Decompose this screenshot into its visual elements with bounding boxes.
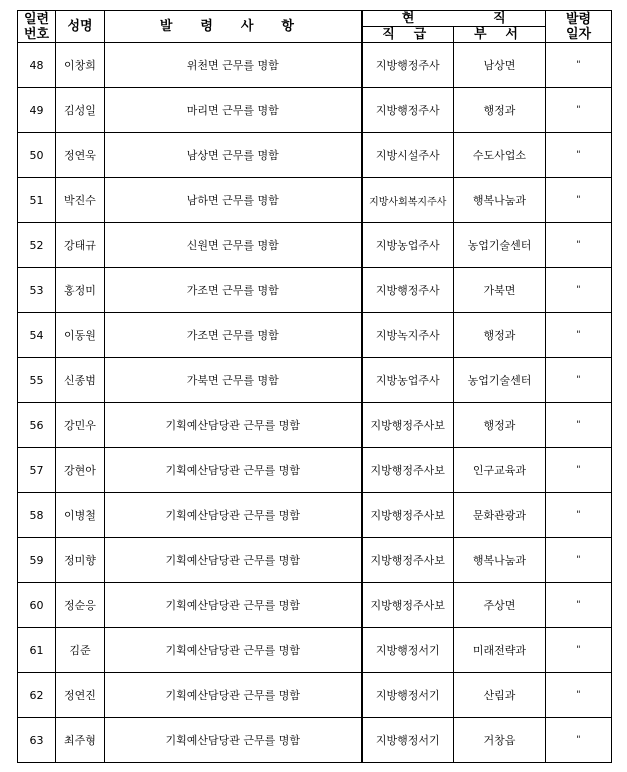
- row-date: ": [546, 358, 612, 403]
- row-date: ": [546, 493, 612, 538]
- table-row: [18, 583, 612, 628]
- row-order: 기획예산담당관 근무를 명함: [105, 538, 362, 583]
- table-row: [18, 493, 612, 538]
- header-rank: 직 급: [362, 27, 454, 43]
- row-date: ": [546, 43, 612, 88]
- table-header: [18, 11, 612, 43]
- row-name: 강태규: [56, 223, 105, 268]
- row-order: 가북면 근무를 명함: [105, 358, 362, 403]
- row-no: 48: [18, 43, 56, 88]
- row-rank: 지방녹지주사: [362, 313, 454, 358]
- table-row: [18, 43, 612, 88]
- row-date: ": [546, 538, 612, 583]
- table-row: [18, 403, 612, 448]
- row-no: 49: [18, 88, 56, 133]
- row-name: 정연진: [56, 673, 105, 718]
- row-no: 50: [18, 133, 56, 178]
- row-rank: 지방행정서기: [362, 718, 454, 763]
- row-rank: 지방행정주사: [362, 268, 454, 313]
- row-rank: 지방시설주사: [362, 133, 454, 178]
- header-dept: 부 서: [454, 27, 546, 43]
- row-name: 강민우: [56, 403, 105, 448]
- row-name: 정연욱: [56, 133, 105, 178]
- row-no: 63: [18, 718, 56, 763]
- row-no: 58: [18, 493, 56, 538]
- row-name: 강현아: [56, 448, 105, 493]
- row-order: 기획예산담당관 근무를 명함: [105, 493, 362, 538]
- row-name: 정순응: [56, 583, 105, 628]
- table-row: [18, 673, 612, 718]
- row-no: 62: [18, 673, 56, 718]
- header-current-left: 현: [401, 11, 415, 26]
- personnel-table: [17, 10, 612, 763]
- row-name: 이창희: [56, 43, 105, 88]
- table-row: [18, 313, 612, 358]
- row-date: ": [546, 88, 612, 133]
- row-dept: 산림과: [454, 673, 546, 718]
- row-no: 57: [18, 448, 56, 493]
- row-rank: 지방행정서기: [362, 628, 454, 673]
- row-name: 김준: [56, 628, 105, 673]
- row-date: ": [546, 718, 612, 763]
- row-date: ": [546, 628, 612, 673]
- row-rank: 지방농업주사: [362, 358, 454, 403]
- row-no: 51: [18, 178, 56, 223]
- row-name: 최주형: [56, 718, 105, 763]
- header-order: 발 령 사 항: [105, 11, 362, 43]
- row-no: 52: [18, 223, 56, 268]
- header-name: 성명: [56, 11, 105, 43]
- row-dept: 가북면: [454, 268, 546, 313]
- row-dept: 인구교육과: [454, 448, 546, 493]
- table-row: [18, 628, 612, 673]
- row-dept: 거창읍: [454, 718, 546, 763]
- row-order: 남하면 근무를 명함: [105, 178, 362, 223]
- row-no: 53: [18, 268, 56, 313]
- row-order: 남상면 근무를 명함: [105, 133, 362, 178]
- row-no: 54: [18, 313, 56, 358]
- row-no: 61: [18, 628, 56, 673]
- row-date: ": [546, 133, 612, 178]
- row-date: ": [546, 268, 612, 313]
- row-no: 55: [18, 358, 56, 403]
- row-dept: 주상면: [454, 583, 546, 628]
- row-date: ": [546, 583, 612, 628]
- row-date: ": [546, 178, 612, 223]
- row-dept: 농업기술센터: [454, 358, 546, 403]
- row-order: 기획예산담당관 근무를 명함: [105, 718, 362, 763]
- row-dept: 행정과: [454, 88, 546, 133]
- row-order: 기획예산담당관 근무를 명함: [105, 673, 362, 718]
- row-rank: 지방행정주사보: [362, 403, 454, 448]
- row-date: ": [546, 448, 612, 493]
- row-name: 이병철: [56, 493, 105, 538]
- row-name: 이동원: [56, 313, 105, 358]
- row-no: 60: [18, 583, 56, 628]
- row-dept: 농업기술센터: [454, 223, 546, 268]
- table-row: [18, 358, 612, 403]
- row-order: 마리면 근무를 명함: [105, 88, 362, 133]
- row-rank: 지방행정주사보: [362, 448, 454, 493]
- table-row: [18, 268, 612, 313]
- row-order: 가조면 근무를 명함: [105, 313, 362, 358]
- row-order: 기획예산담당관 근무를 명함: [105, 628, 362, 673]
- row-name: 홍정미: [56, 268, 105, 313]
- row-name: 신종범: [56, 358, 105, 403]
- header-serial: 일련 번호: [18, 11, 56, 43]
- row-rank: 지방농업주사: [362, 223, 454, 268]
- row-order: 기획예산담당관 근무를 명함: [105, 583, 362, 628]
- row-order: 위천면 근무를 명함: [105, 43, 362, 88]
- table-row: [18, 538, 612, 583]
- row-dept: 수도사업소: [454, 133, 546, 178]
- table-row: [18, 223, 612, 268]
- row-order: 신원면 근무를 명함: [105, 223, 362, 268]
- header-current: [362, 11, 546, 27]
- row-dept: 행복나눔과: [454, 178, 546, 223]
- table-row: [18, 133, 612, 178]
- row-dept: 문화관광과: [454, 493, 546, 538]
- row-no: 59: [18, 538, 56, 583]
- table-row: [18, 88, 612, 133]
- row-dept: 행정과: [454, 313, 546, 358]
- table-row: [18, 178, 612, 223]
- header-date: 발령 일자: [546, 11, 612, 43]
- row-name: 정미향: [56, 538, 105, 583]
- row-order: 기획예산담당관 근무를 명함: [105, 448, 362, 493]
- row-dept: 행복나눔과: [454, 538, 546, 583]
- table-row: [18, 448, 612, 493]
- row-rank: 지방사회복지주사: [362, 178, 454, 223]
- row-name: 박진수: [56, 178, 105, 223]
- row-date: ": [546, 223, 612, 268]
- row-rank: 지방행정주사: [362, 88, 454, 133]
- row-date: ": [546, 673, 612, 718]
- row-rank: 지방행정서기: [362, 673, 454, 718]
- row-order: 가조면 근무를 명함: [105, 268, 362, 313]
- table-body: [18, 43, 612, 763]
- row-date: ": [546, 403, 612, 448]
- row-dept: 미래전략과: [454, 628, 546, 673]
- row-order: 기획예산담당관 근무를 명함: [105, 403, 362, 448]
- row-dept: 남상면: [454, 43, 546, 88]
- row-name: 김성일: [56, 88, 105, 133]
- row-date: ": [546, 313, 612, 358]
- row-rank: 지방행정주사: [362, 43, 454, 88]
- row-no: 56: [18, 403, 56, 448]
- row-rank: 지방행정주사보: [362, 583, 454, 628]
- row-rank: 지방행정주사보: [362, 493, 454, 538]
- header-current-right: 직: [493, 11, 506, 26]
- row-dept: 행정과: [454, 403, 546, 448]
- row-rank: 지방행정주사보: [362, 538, 454, 583]
- table-row: [18, 718, 612, 763]
